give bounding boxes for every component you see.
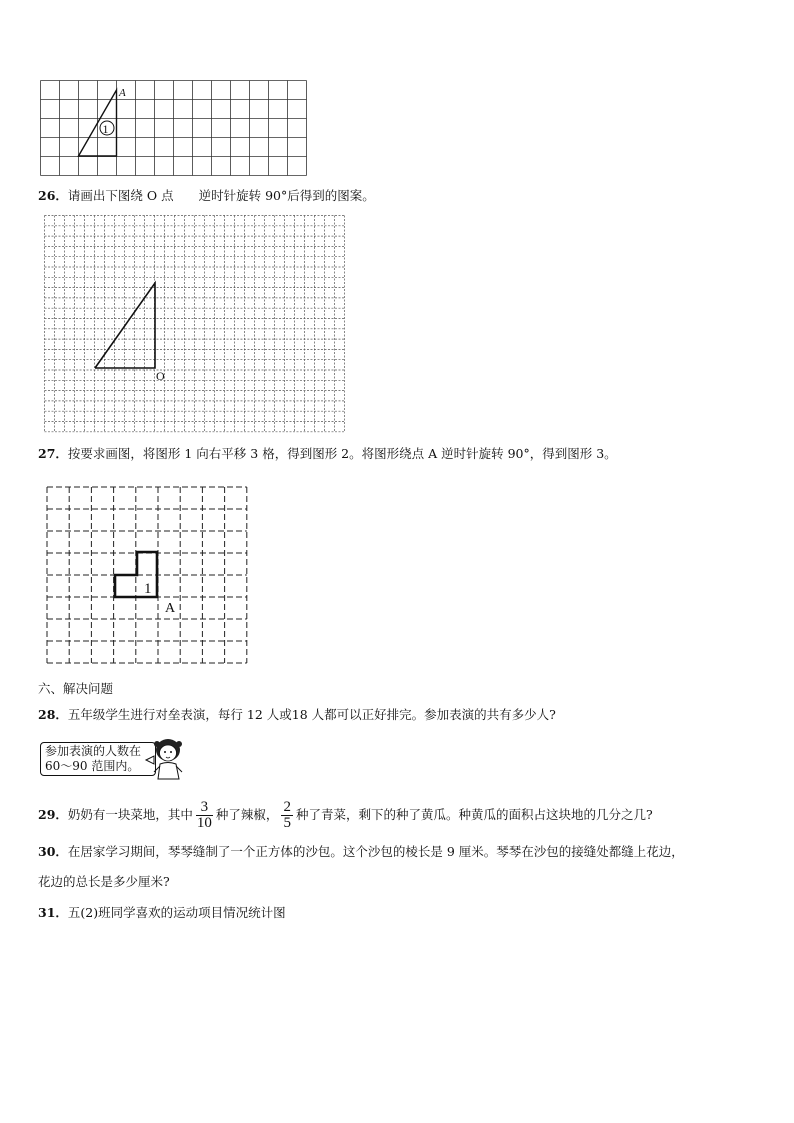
- hint-bubble: [40, 742, 156, 776]
- fraction-numerator: 2: [283, 799, 291, 815]
- right-triangle: [95, 283, 155, 368]
- question-number: 31．: [38, 905, 68, 920]
- fraction-denominator: 5: [283, 815, 291, 831]
- question-text: 五年级学生进行对垒表演，每行 12 人或18 人都可以正好排完。参加表演的共有多少人?: [67, 707, 556, 722]
- hint-line-2: 60～90 范围内。: [45, 759, 140, 773]
- point-a-label: A: [119, 87, 126, 99]
- q27-grid-figure: [46, 486, 252, 666]
- hint-line-1: 参加表演的人数在: [45, 744, 142, 758]
- question-number: 27．: [38, 446, 68, 461]
- q26-grid-figure: [44, 215, 346, 433]
- fraction-2-5: [281, 800, 293, 831]
- question-text-line1: 在居家学习期间，琴琴缝制了一个正方体的沙包。这个沙包的棱长是 9 厘米。琴琴在沙包的接缝处都缝上花边，: [67, 844, 684, 859]
- fraction-3-10: [196, 800, 213, 831]
- question-number: 29．: [38, 807, 68, 822]
- girl-illustration: [144, 736, 188, 780]
- question-text: 按要求画图，将图形 1 向右平移 3 格，得到图形 2。将图形绕点 A 逆时针旋转 90°，得到图形 3。: [67, 446, 617, 461]
- shape-1-label: 1: [144, 581, 152, 597]
- section-title: 六、解决问题: [38, 681, 114, 696]
- fraction-denominator: 10: [196, 815, 212, 831]
- question-number: 30．: [38, 844, 68, 859]
- question-text-part1: 奶奶有一块菜地，其中: [67, 807, 193, 822]
- question-text: 请画出下图绕 O 点 逆时针旋转 90°后得到的图案。: [67, 188, 375, 203]
- question-text-part3: 种了青菜，剩下的种了黄瓜。种黄瓜的面积占这块地的几分之几?: [295, 807, 653, 822]
- q25-grid-figure: [40, 80, 308, 176]
- question-28: [38, 707, 556, 723]
- fraction-numerator: 3: [196, 800, 213, 816]
- question-text: 五(2)班同学喜欢的运动项目情况统计图: [67, 905, 286, 920]
- question-text-part2: 种了辣椒，: [215, 807, 279, 822]
- point-o-label: O: [156, 369, 165, 383]
- question-30: [38, 844, 684, 860]
- question-number: 28．: [38, 707, 68, 722]
- question-27: [38, 446, 617, 462]
- point-a-label: A: [165, 601, 176, 616]
- question-31: [38, 905, 286, 921]
- question-26: [38, 188, 375, 204]
- question-30-line2: 花边的总长是多少厘米?: [38, 874, 170, 889]
- question-29: [38, 800, 653, 831]
- question-number: 26．: [38, 188, 68, 203]
- triangle-label-1: 1: [102, 122, 109, 136]
